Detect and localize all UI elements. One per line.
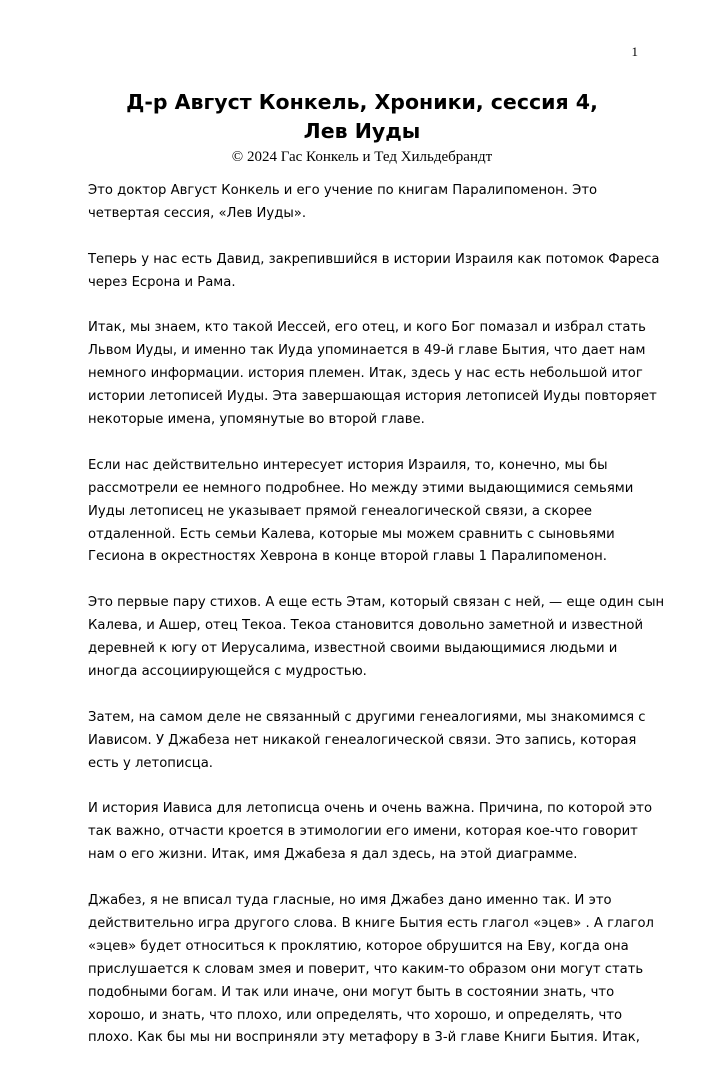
copyright-notice: © 2024 Гас Конкель и Тед Хильдебрандт <box>231 149 493 165</box>
text-line: «эцев» будет относиться к проклятию, которое обрушится на Еву, когда она <box>88 938 629 954</box>
text-line: Гесиона в окрестностях Хеврона в конце второй главы 1 Паралипоменон. <box>88 549 607 565</box>
page-number: 1 <box>631 44 638 59</box>
paragraph <box>88 592 665 684</box>
title-line-1: Д-р Август Конкель, Хроники, сессия 4, <box>126 90 598 114</box>
text-line: хорошо, и знать, что плохо, или определять, что хорошо, и определять, что <box>88 1007 623 1023</box>
text-line: есть у летописца. <box>88 755 213 771</box>
paragraph <box>88 455 658 570</box>
text-line: Итак, мы знаем, кто такой Иессей, его отец, и кого Бог помазал и избрал стать <box>88 320 646 336</box>
text-line: так важно, отчасти кроется в этимологии его имени, которая кое-что говорит <box>88 824 638 840</box>
text-line: Иуды летописец не указывает прямой генеалогической связи, а скорее <box>88 503 593 519</box>
text-line: рассмотрели ее немного подробнее. Но между этими выдающимися семьями <box>88 480 634 496</box>
text-line: Затем, на самом деле не связанный с другими генеалогиями, мы знакомимся с <box>88 709 646 725</box>
text-line: Калева, и Ашер, отец Текоа. Текоа становится довольно заметной и известной <box>88 618 644 634</box>
text-line: И история Иависа для летописца очень и очень важна. Причина, по которой это <box>88 801 653 817</box>
text-line: подобными богам. И так или иначе, они могут быть в состоянии знать, что <box>88 984 615 1000</box>
text-line: иногда ассоциирующейся с мудростью. <box>88 663 367 679</box>
paragraph <box>88 180 658 226</box>
text-line: Это доктор Август Конкель и его учение по книгам Паралипоменон. Это <box>88 183 598 198</box>
title-line-2: Лев Иуды <box>303 119 421 143</box>
text-line: Это первые пару стихов. А еще есть Этам, который связан с ней, — еще один сын <box>88 595 665 611</box>
text-line: Если нас действительно интересует история Израиля, то, конечно, мы бы <box>88 457 608 473</box>
text-line: прислушается к словам змея и поверит, что каким-то образом они могут стать <box>88 961 644 977</box>
text-line: Иависом. У Джабеза нет никакой генеалогической связи. Это запись, которая <box>88 732 637 748</box>
text-line: действительно игра другого слова. В книге Бытия есть глагол «эцев» . А глагол <box>88 915 654 931</box>
document-body <box>88 180 665 1073</box>
text-line: четвертая сессия, «Лев Иуды». <box>88 205 307 221</box>
text-line: отдаленной. Есть семьи Калева, которые мы можем сравнить с сыновьями <box>88 526 615 542</box>
text-line: истории летописей Иуды. Эта завершающая история летописей Иуды повторяет <box>88 389 657 405</box>
paragraph <box>88 890 658 1050</box>
paragraph <box>88 317 658 432</box>
text-line: Джабез, я не вписал туда гласные, но имя Джабез дано именно так. И это <box>88 892 612 908</box>
text-line: плохо. Как бы мы ни восприняли эту метафору в 3-й главе Книги Бытия. Итак, <box>88 1030 640 1046</box>
text-line: нам о его жизни. Итак, имя Джабеза я дал здесь, на этой диаграмме. <box>88 847 578 863</box>
text-line: через Есрона и Рама. <box>88 274 236 290</box>
paragraph <box>88 249 658 295</box>
text-line: Теперь у нас есть Давид, закрепившийся в истории Израиля как потомок Фареса <box>88 251 660 267</box>
text-line: немного информации. история племен. Итак, здесь у нас есть небольшой итог <box>88 366 643 382</box>
document-title <box>0 88 724 146</box>
text-line: некоторые имена, упомянутые во второй главе. <box>88 412 425 428</box>
paragraph <box>88 798 658 867</box>
paragraph <box>88 707 658 776</box>
text-line: деревней к югу от Иерусалима, известной своими выдающимися людьми и <box>88 641 618 657</box>
text-line: Львом Иуды, и именно так Иуда упоминается в 49-й главе Бытия, что дает нам <box>88 343 646 359</box>
